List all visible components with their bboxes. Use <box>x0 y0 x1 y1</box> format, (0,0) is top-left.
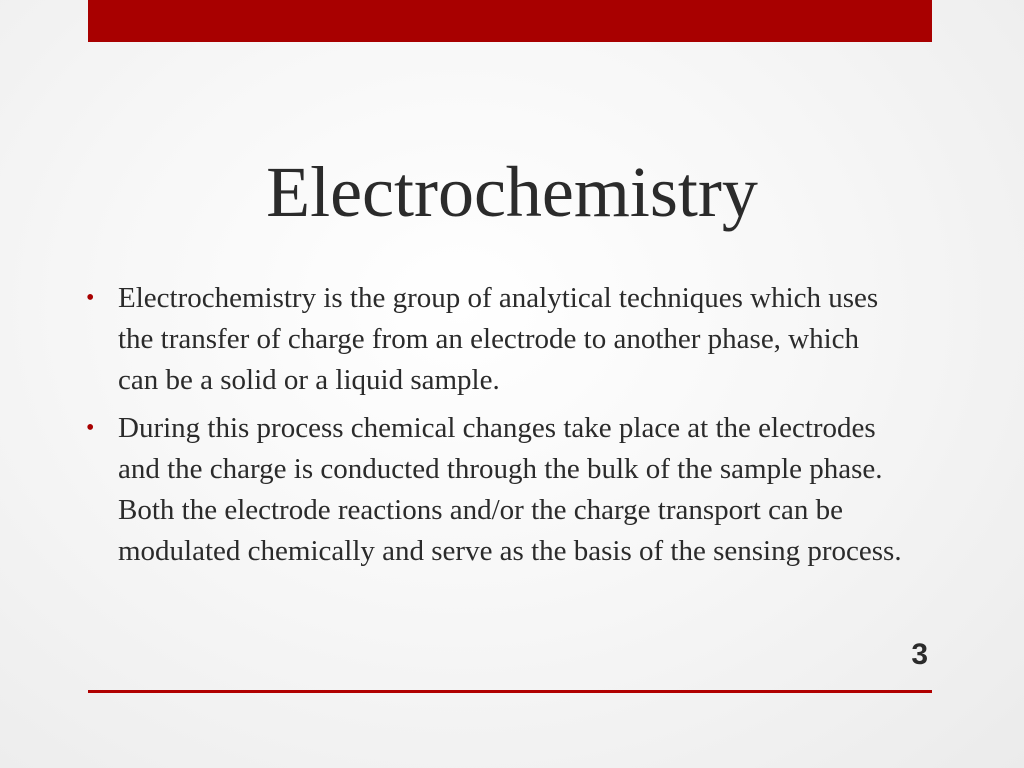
bullet-text: Electrochemistry is the group of analytical techniques which uses the transfer of charge from an electrode to another phase, which can be a solid or a liquid sample. <box>118 282 879 396</box>
bullet-item <box>86 408 906 572</box>
slide-title: Electrochemistry <box>266 152 758 232</box>
page-number: 3 <box>911 638 928 671</box>
bullet-icon: • <box>86 285 95 311</box>
bullet-list <box>86 278 906 579</box>
bottom-divider <box>88 690 932 693</box>
bullet-text: During this process chemical changes take place at the electrodes and the charge is conducted through the bulk of the sample phase. Both the electrode reactions and/or the charge transport can be modulated chemically and serve as the basis of the sensing process. <box>118 412 902 567</box>
top-accent-bar <box>88 0 932 42</box>
bullet-item <box>86 278 906 401</box>
bullet-icon: • <box>86 415 95 441</box>
